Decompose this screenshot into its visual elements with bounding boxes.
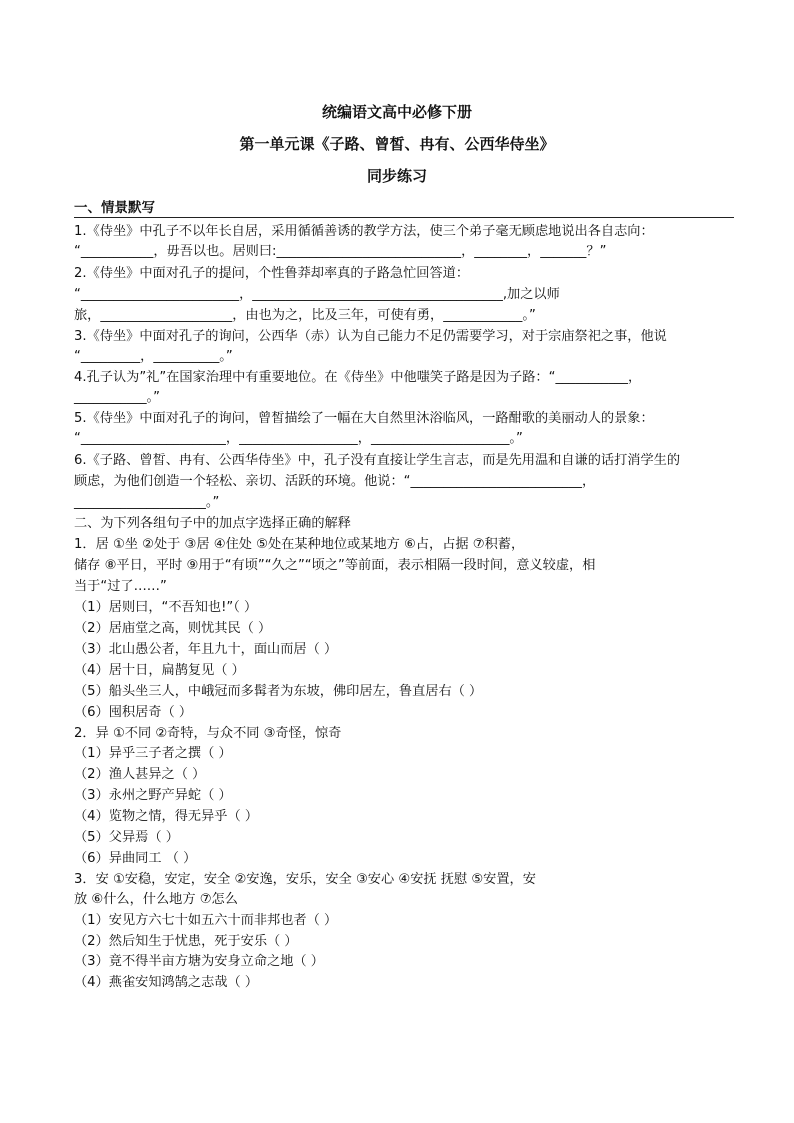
sentence-item: （2）居庙堂之高，则忧其民（ ） bbox=[74, 621, 272, 636]
sentence-item: （1）异乎三子者之撰（ ） bbox=[74, 746, 232, 761]
section-heading-definitions: 二、为下列各组句子中的加点字选择正确的解释 bbox=[74, 516, 351, 531]
question-line: 1.《侍坐》中孔子不以年长自居，采用循循善诱的教学方法，使三个弟子毫无顾虑地说出各自志向： bbox=[74, 224, 654, 239]
exercise-title: 同步练习 bbox=[366, 167, 427, 185]
section-heading-recitation: 一、情景默写 bbox=[74, 200, 155, 216]
sentence-item: （5）父异焉（ ） bbox=[74, 830, 179, 845]
sentence-item: （2）渔人甚异之（ ） bbox=[74, 767, 206, 782]
sentence-item: （6）异曲同工 （ ） bbox=[74, 851, 197, 866]
definition-options: 当于“过了……” bbox=[74, 579, 167, 594]
sentence-item: （3）竟不得半亩方塘为安身立命之地（ ） bbox=[74, 954, 324, 969]
sentence-item: （5）船头坐三人，中峨冠而多髯者为东坡，佛印居左，鲁直居右（ ） bbox=[74, 684, 483, 699]
sentence-item: （1）安见方六七十如五六十而非邦也者（ ） bbox=[74, 913, 338, 928]
answer-blank-line: “________________________，______________________________________,加之以师 bbox=[74, 287, 560, 302]
definition-options: 放 ⑥什么，什么地方 ⑦怎么 bbox=[74, 892, 238, 907]
sentence-item: （4）览物之情，得无异乎（ ） bbox=[74, 809, 259, 824]
sentence-item: （3）永州之野产异蛇（ ） bbox=[74, 788, 232, 803]
answer-blank-line: “_________，__________。” bbox=[74, 349, 233, 364]
question-line: 3.《侍坐》中面对孔子的询问，公西华（赤）认为自己能力不足仍需要学习，对于宗庙祭祀之事，他说 bbox=[74, 329, 667, 344]
question-line: 4.孔子认为”礼”在国家治理中有重要地位。在《侍坐》中他嗤笑子路是因为子路：“___________， bbox=[74, 370, 642, 385]
answer-blank-line: “___________，毋吾以也。居则曰:____________________________，________，_______？” bbox=[74, 244, 607, 259]
answer-blank-line: ___________。” bbox=[74, 390, 160, 405]
definition-options: 3．安 ①安稳，安定，安全 ②安逸，安乐，安全 ③安心 ④安抚 抚慰 ⑤安置，安 bbox=[74, 872, 536, 887]
doc-title: 统编语文高中必修下册 bbox=[321, 103, 472, 121]
definition-options: 储存 ⑧平日，平时 ⑨用于“有顷”“久之”“顷之”等前面，表示相隔一段时间，意义较虚，相 bbox=[74, 558, 596, 573]
answer-blank-line: 旅，____________________，由也为之，比及三年，可使有勇，____________。” bbox=[74, 308, 536, 323]
sentence-item: （6）囤积居奇（ ） bbox=[74, 705, 193, 720]
question-line: 2.《侍坐》中面对孔子的提问，个性鲁莽却率真的子路急忙回答道： bbox=[74, 266, 470, 281]
sentence-item: （4）燕雀安知鸿鹄之志哉（ ） bbox=[74, 975, 259, 990]
sentence-item: （2）然后知生于忧患，死于安乐（ ） bbox=[74, 934, 298, 949]
lesson-title: 第一单元课《子路、曾皙、冉有、公西华侍坐》 bbox=[239, 135, 555, 153]
answer-blank-line: ____________________。” bbox=[74, 495, 220, 510]
sentence-item: （1）居则曰，“不吾知也!”（ ） bbox=[74, 600, 258, 615]
question-line: 5.《侍坐》中面对孔子的询问，曾皙描绘了一幅在大自然里沐浴临风，一路酣歌的美丽动人的景象： bbox=[74, 411, 654, 426]
sentence-item: （4）居十日，扁鹊复见（ ） bbox=[74, 663, 245, 678]
question-line: 6.《子路、曾皙、冉有、公西华侍坐》中，孔子没有直接让学生言志，而是先用温和自谦的话打消学生的 bbox=[74, 453, 681, 468]
sentence-item: （3）北山愚公者，年且九十，面山而居（ ） bbox=[74, 642, 338, 657]
answer-blank-line: “______________________，__________________，_____________________。” bbox=[74, 431, 523, 446]
question-line: 顾虑，为他们创造一个轻松、亲切、活跃的环境。他说：“__________________________， bbox=[74, 474, 596, 489]
section-divider bbox=[74, 217, 734, 218]
definition-options: 1．居 ①坐 ②处于 ③居 ④住处 ⑤处在某种地位或某地方 ⑥占，占据 ⑦积蓄， bbox=[74, 537, 525, 552]
definition-options: 2．异 ①不同 ②奇特，与众不同 ③奇怪，惊奇 bbox=[74, 726, 342, 741]
